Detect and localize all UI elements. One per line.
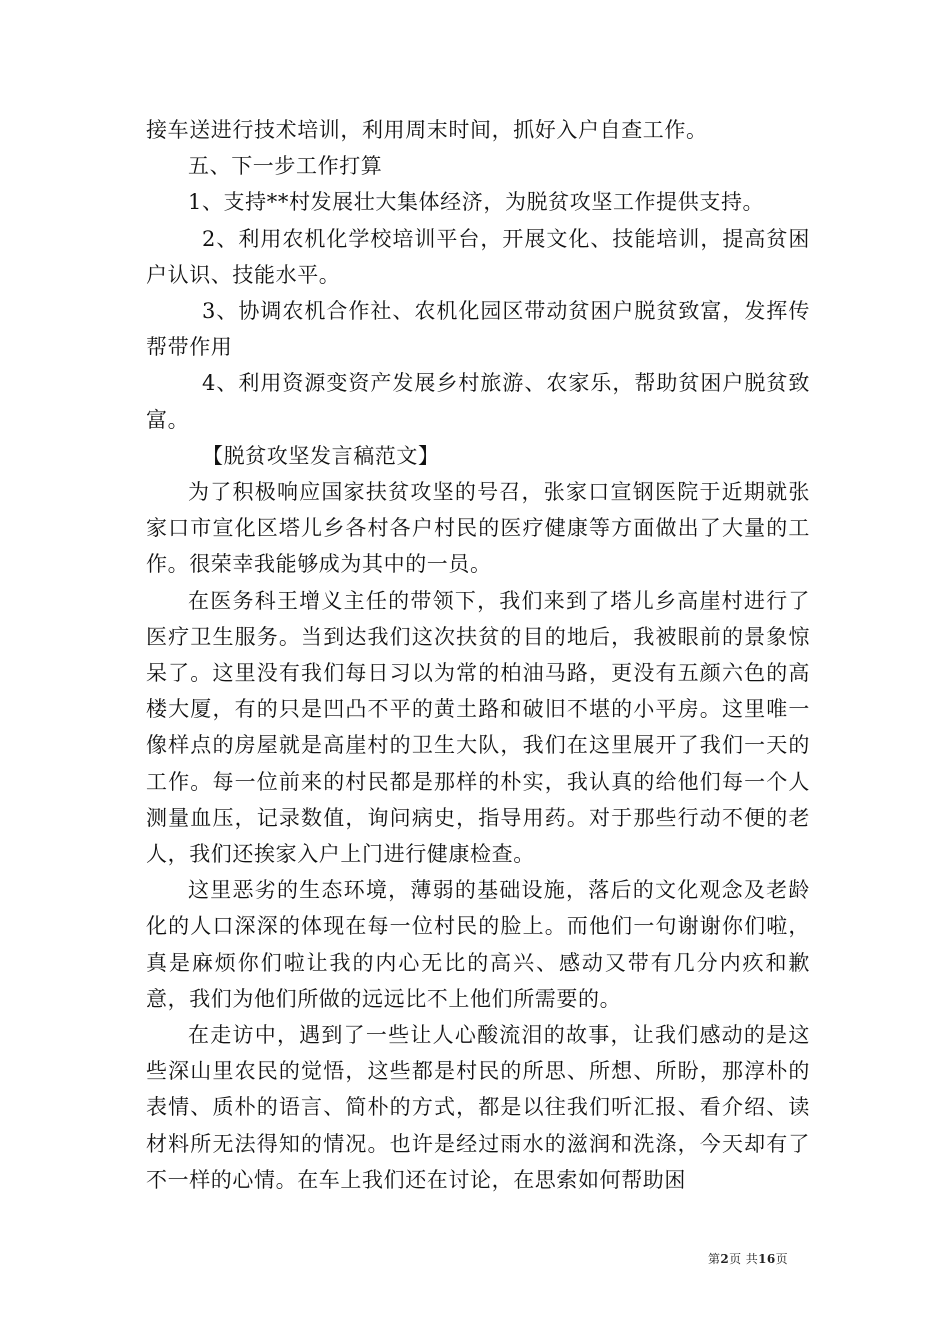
footer-total-pages: 16 <box>758 1252 776 1266</box>
footer-prefix: 第 <box>708 1252 721 1266</box>
paragraph-continuation: 接车送进行技术培训，利用周末时间，抓好入户自查工作。 <box>146 118 708 142</box>
page-footer <box>708 1250 788 1267</box>
section-heading-next-steps: 五、下一步工作打算 <box>188 154 383 179</box>
paragraph-environment: 这里恶劣的生态环境，薄弱的基础设施，落后的文化观念及老龄化的人口深深的体现在每一位村民的脸上。而他们一句谢谢你们啦，真是麻烦你们啦让我的内心无比的高兴、感动又带有几分内疚和歉意，我们为他们所做的远远比不上他们所需要的。 <box>146 878 810 1011</box>
document-body <box>146 112 810 1198</box>
list-item-2: 2、利用农机化学校培训平台，开展文化、技能培训，提高贫困户认识、技能水平。 <box>146 226 810 287</box>
paragraph-stories: 在走访中，遇到了一些让人心酸流泪的故事，让我们感动的是这些深山里农民的觉悟，这些都是村民的所思、所想、所盼，那淳朴的表情、质朴的语言、简朴的方式，都是以往我们听汇报、看介绍、读材料所无法得知的情况。也许是经过雨水的滋润和洗涤，今天却有了不一样的心情。在车上我们还在讨论，在思索如何帮助困 <box>146 1023 810 1192</box>
paragraph-intro: 为了积极响应国家扶贫攻坚的号召，张家口宣钢医院于近期就张家口市宣化区塔儿乡各村各户村民的医疗健康等方面做出了大量的工作。很荣幸我能够成为其中的一员。 <box>146 480 810 577</box>
footer-page-number: 2 <box>720 1252 730 1266</box>
section-title-speech-sample: 【脱贫攻坚发言稿范文】 <box>202 443 440 468</box>
footer-suffix: 页 <box>775 1252 789 1266</box>
list-item-3: 3、协调农机合作社、农机化园区带动贫困户脱贫致富，发挥传帮带作用 <box>146 299 810 360</box>
paragraph-visit: 在医务科王增义主任的带领下，我们来到了塔儿乡高崖村进行了医疗卫生服务。当到达我们这次扶贫的目的地后，我被眼前的景象惊呆了。这里没有我们每日习以为常的柏油马路，更没有五颜六色的高楼大厦，有的只是凹凸不平的黄土路和破旧不堪的小平房。这里唯一像样点的房屋就是高崖村的卫生大队，我们在这里展开了我们一天的工作。每一位前来的村民都是那样的朴实，我认真的给他们每一个人测量血压，记录数值，询问病史，指导用药。对于那些行动不便的老人，我们还挨家入户上门进行健康检查。 <box>146 588 810 867</box>
list-item-4: 4、利用资源变资产发展乡村旅游、农家乐，帮助贫困户脱贫致富。 <box>146 371 810 432</box>
list-item-1: 1、支持**村发展壮大集体经济，为脱贫攻坚工作提供支持。 <box>188 190 765 215</box>
footer-middle: 页 共 <box>729 1252 759 1266</box>
